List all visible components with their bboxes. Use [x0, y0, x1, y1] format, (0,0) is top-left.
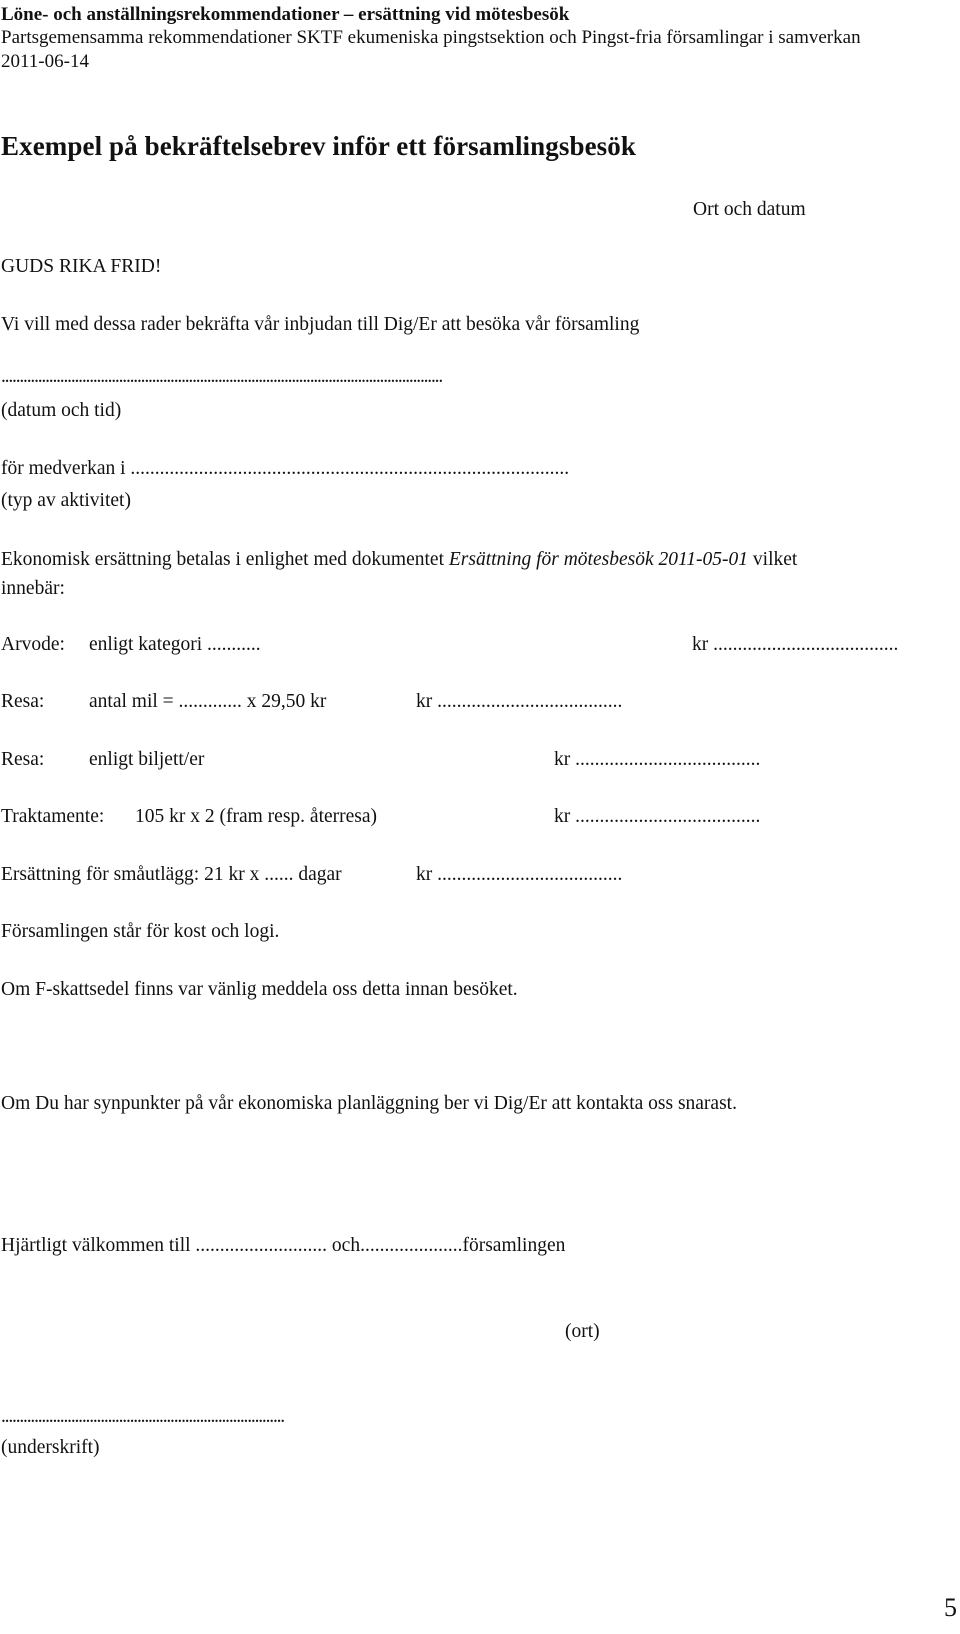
header-date: 2011-06-14	[1, 51, 89, 72]
date-dots: ........................................................................................................................	[1, 366, 443, 387]
signature-label: (underskrift)	[1, 1437, 100, 1458]
place-date-label: Ort och datum	[693, 199, 806, 220]
resa-ticket-amount: kr ......................................	[554, 749, 761, 770]
date-label: (datum och tid)	[1, 400, 122, 421]
resa-distance-amount: kr ......................................	[416, 691, 623, 712]
welcome-text: Hjärtligt välkommen till ........................... och.....................församlingen	[1, 1235, 566, 1256]
compensation-text-before: Ekonomisk ersättning betalas i enlighet med dokumentet	[1, 549, 449, 570]
ort-label: (ort)	[565, 1321, 600, 1342]
compensation-paragraph	[1, 549, 797, 571]
kost-logi-text: Församlingen står för kost och logi.	[1, 921, 280, 942]
resa-ticket-text: enligt biljett/er	[89, 749, 205, 770]
compensation-line2: innebär:	[1, 578, 65, 599]
resa-ticket-label: Resa:	[1, 749, 45, 770]
greeting: GUDS RIKA FRID!	[1, 256, 162, 277]
compensation-text-after: vilket	[748, 549, 798, 570]
arvode-label: Arvode:	[1, 634, 65, 655]
arvode-text: enligt kategori ...........	[89, 634, 261, 655]
traktamente-text: 105 kr x 2 (fram resp. återresa)	[135, 806, 378, 827]
page-number: 5	[944, 1593, 957, 1622]
f-skatt-text: Om F-skattsedel finns var vänlig meddela oss detta innan besöket.	[1, 979, 518, 1000]
traktamente-label: Traktamente:	[1, 806, 105, 827]
intro-text: Vi vill med dessa rader bekräfta vår inbjudan till Dig/Er att besöka vår församling	[1, 314, 640, 335]
synpunkter-text: Om Du har synpunkter på vår ekonomiska planläggning ber vi Dig/Er att kontakta oss snarast.	[1, 1093, 737, 1114]
header-subtitle: Partsgemensamma rekommendationer SKTF ekumeniska pingstsektion och Pingst-fria församlingar i samverkan	[1, 27, 861, 48]
page-title: Exempel på bekräftelsebrev inför ett församlingsbesök	[1, 131, 637, 161]
traktamente-amount: kr ......................................	[554, 806, 761, 827]
arvode-amount: kr ......................................	[692, 634, 899, 655]
signature-dots: .............................................................................	[1, 1406, 284, 1427]
activity-line: för medverkan i ..........................................................................................	[1, 458, 570, 479]
activity-label: (typ av aktivitet)	[1, 490, 131, 511]
smautlagg-amount: kr ......................................	[416, 864, 623, 885]
compensation-doc-ref: Ersättning för mötesbesök 2011-05-01	[448, 549, 749, 570]
header-title: Löne- och anställningsrekommendationer – ersättning vid mötesbesök	[1, 4, 570, 25]
resa-distance-text: antal mil = ............. x 29,50 kr	[89, 691, 327, 712]
resa-label: Resa:	[1, 691, 45, 712]
smautlagg-text: Ersättning för småutlägg: 21 kr x ...... dagar	[1, 864, 342, 885]
